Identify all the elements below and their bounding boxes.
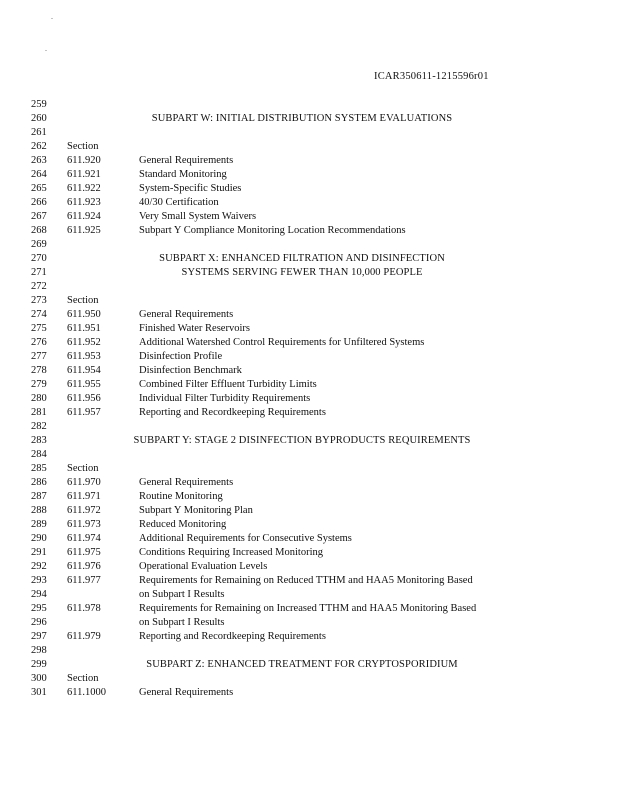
line-number: 294 <box>31 589 47 600</box>
document-line <box>0 462 619 476</box>
line-number: 301 <box>31 687 47 698</box>
line-number: 270 <box>31 253 47 264</box>
section-title: Conditions Requiring Increased Monitoring <box>139 547 324 558</box>
line-number: 260 <box>31 113 47 124</box>
document-line <box>0 518 619 532</box>
section-title: Finished Water Reservoirs <box>139 323 250 334</box>
section-title-continuation: on Subpart I Results <box>139 617 225 628</box>
section-title: Routine Monitoring <box>139 491 223 502</box>
section-title: Requirements for Remaining on Increased TTHM and HAA5 Monitoring Based <box>139 603 477 614</box>
line-number: 281 <box>31 407 47 418</box>
section-title: Additional Requirements for Consecutive Systems <box>139 533 352 544</box>
line-number: 264 <box>31 169 47 180</box>
section-title: Subpart Y Monitoring Plan <box>139 505 253 516</box>
section-number: 611.956 <box>67 393 101 404</box>
section-number: 611.925 <box>67 225 101 236</box>
line-number: 278 <box>31 365 47 376</box>
section-number: 611.977 <box>67 575 101 586</box>
document-line <box>0 224 619 238</box>
line-number: 298 <box>31 645 47 656</box>
line-number: 259 <box>31 99 47 110</box>
section-number: 611.951 <box>67 323 101 334</box>
line-number: 279 <box>31 379 47 390</box>
section-number: 611.978 <box>67 603 101 614</box>
document-line <box>0 308 619 322</box>
line-number: 291 <box>31 547 47 558</box>
section-title: Reporting and Recordkeeping Requirements <box>139 407 326 418</box>
section-title: Operational Evaluation Levels <box>139 561 268 572</box>
line-number: 295 <box>31 603 47 614</box>
section-title: 40/30 Certification <box>139 197 219 208</box>
section-number: 611.957 <box>67 407 101 418</box>
section-title: Standard Monitoring <box>139 169 227 180</box>
line-number: 263 <box>31 155 47 166</box>
line-number: 277 <box>31 351 47 362</box>
document-line <box>0 546 619 560</box>
section-title: Reduced Monitoring <box>139 519 227 530</box>
document-line <box>0 532 619 546</box>
document-line <box>0 448 619 462</box>
section-title: Combined Filter Effluent Turbidity Limits <box>139 379 317 390</box>
line-number: 300 <box>31 673 47 684</box>
section-number: 611.974 <box>67 533 101 544</box>
section-title: System-Specific Studies <box>139 183 242 194</box>
section-number: 611.923 <box>67 197 101 208</box>
line-number: 269 <box>31 239 47 250</box>
section-title: Disinfection Profile <box>139 351 223 362</box>
document-line <box>0 322 619 336</box>
document-line <box>0 364 619 378</box>
line-number: 273 <box>31 295 47 306</box>
line-number: 266 <box>31 197 47 208</box>
document-line <box>0 196 619 210</box>
line-number: 287 <box>31 491 47 502</box>
document-line <box>0 588 619 602</box>
section-number: 611.976 <box>67 561 101 572</box>
document-line <box>0 350 619 364</box>
section-number: 611.921 <box>67 169 101 180</box>
line-number: 297 <box>31 631 47 642</box>
document-line <box>0 406 619 420</box>
document-line <box>0 252 619 266</box>
line-number: 271 <box>31 267 47 278</box>
line-number: 286 <box>31 477 47 488</box>
section-column-label: Section <box>67 295 99 306</box>
line-number: 290 <box>31 533 47 544</box>
subpart-heading: SUBPART W: INITIAL DISTRIBUTION SYSTEM EVALUATIONS <box>151 113 453 124</box>
document-line <box>0 210 619 224</box>
line-number: 262 <box>31 141 47 152</box>
line-number: 274 <box>31 309 47 320</box>
section-number: 611.922 <box>67 183 101 194</box>
document-line <box>0 112 619 126</box>
document-line <box>0 560 619 574</box>
line-number: 275 <box>31 323 47 334</box>
document-line <box>0 686 619 700</box>
line-numbered-text <box>0 98 619 700</box>
line-number: 292 <box>31 561 47 572</box>
section-title: General Requirements <box>139 309 234 320</box>
section-number: 611.952 <box>67 337 101 348</box>
scan-speck: . <box>51 12 53 21</box>
line-number: 265 <box>31 183 47 194</box>
section-title: Disinfection Benchmark <box>139 365 242 376</box>
document-line <box>0 238 619 252</box>
document-line <box>0 574 619 588</box>
document-line <box>0 602 619 616</box>
document-line <box>0 434 619 448</box>
line-number: 261 <box>31 127 47 138</box>
subpart-heading: SYSTEMS SERVING FEWER THAN 10,000 PEOPLE <box>181 267 423 278</box>
section-column-label: Section <box>67 463 99 474</box>
document-line <box>0 616 619 630</box>
line-number: 296 <box>31 617 47 628</box>
section-number: 611.970 <box>67 477 101 488</box>
section-number: 611.972 <box>67 505 101 516</box>
line-number: 284 <box>31 449 47 460</box>
scan-speck: . <box>45 44 47 53</box>
subpart-heading: SUBPART Z: ENHANCED TREATMENT FOR CRYPTOSPORIDIUM <box>146 659 458 670</box>
document-line <box>0 490 619 504</box>
section-number: 611.924 <box>67 211 101 222</box>
section-column-label: Section <box>67 673 99 684</box>
document-line <box>0 98 619 112</box>
document-line <box>0 658 619 672</box>
document-line <box>0 168 619 182</box>
document-line <box>0 630 619 644</box>
section-number: 611.975 <box>67 547 101 558</box>
line-number: 283 <box>31 435 47 446</box>
document-line <box>0 644 619 658</box>
section-column-label: Section <box>67 141 99 152</box>
document-line <box>0 504 619 518</box>
section-title: General Requirements <box>139 687 234 698</box>
section-number: 611.920 <box>67 155 101 166</box>
section-number: 611.973 <box>67 519 101 530</box>
document-line <box>0 154 619 168</box>
document-line <box>0 140 619 154</box>
section-number: 611.953 <box>67 351 101 362</box>
section-number: 611.950 <box>67 309 101 320</box>
line-number: 280 <box>31 393 47 404</box>
section-title: Requirements for Remaining on Reduced TTHM and HAA5 Monitoring Based <box>139 575 473 586</box>
section-title: Very Small System Waivers <box>139 211 257 222</box>
subpart-heading: SUBPART X: ENHANCED FILTRATION AND DISINFECTION <box>159 253 445 264</box>
section-title: Reporting and Recordkeeping Requirements <box>139 631 326 642</box>
section-title: Additional Watershed Control Requirements for Unfiltered Systems <box>139 337 425 348</box>
line-number: 272 <box>31 281 47 292</box>
document-line <box>0 266 619 280</box>
document-line <box>0 126 619 140</box>
document-line <box>0 182 619 196</box>
section-number: 611.971 <box>67 491 101 502</box>
line-number: 288 <box>31 505 47 516</box>
document-line <box>0 336 619 350</box>
section-number: 611.1000 <box>67 687 106 698</box>
section-title: Subpart Y Compliance Monitoring Location Recommendations <box>139 225 406 236</box>
line-number: 282 <box>31 421 47 432</box>
line-number: 299 <box>31 659 47 670</box>
subpart-heading: SUBPART Y: STAGE 2 DISINFECTION BYPRODUCTS REQUIREMENTS <box>133 435 471 446</box>
section-number: 611.955 <box>67 379 101 390</box>
line-number: 289 <box>31 519 47 530</box>
line-number: 276 <box>31 337 47 348</box>
document-id: ICAR350611-1215596r01 <box>374 71 489 82</box>
line-number: 285 <box>31 463 47 474</box>
section-number: 611.954 <box>67 365 101 376</box>
document-line <box>0 378 619 392</box>
section-title: General Requirements <box>139 477 234 488</box>
document-line <box>0 280 619 294</box>
document-line <box>0 476 619 490</box>
document-line <box>0 672 619 686</box>
section-title: Individual Filter Turbidity Requirements <box>139 393 311 404</box>
line-number: 267 <box>31 211 47 222</box>
document-line <box>0 392 619 406</box>
line-number: 268 <box>31 225 47 236</box>
section-number: 611.979 <box>67 631 101 642</box>
line-number: 293 <box>31 575 47 586</box>
document-line <box>0 294 619 308</box>
document-line <box>0 420 619 434</box>
section-title: General Requirements <box>139 155 234 166</box>
section-title-continuation: on Subpart I Results <box>139 589 225 600</box>
